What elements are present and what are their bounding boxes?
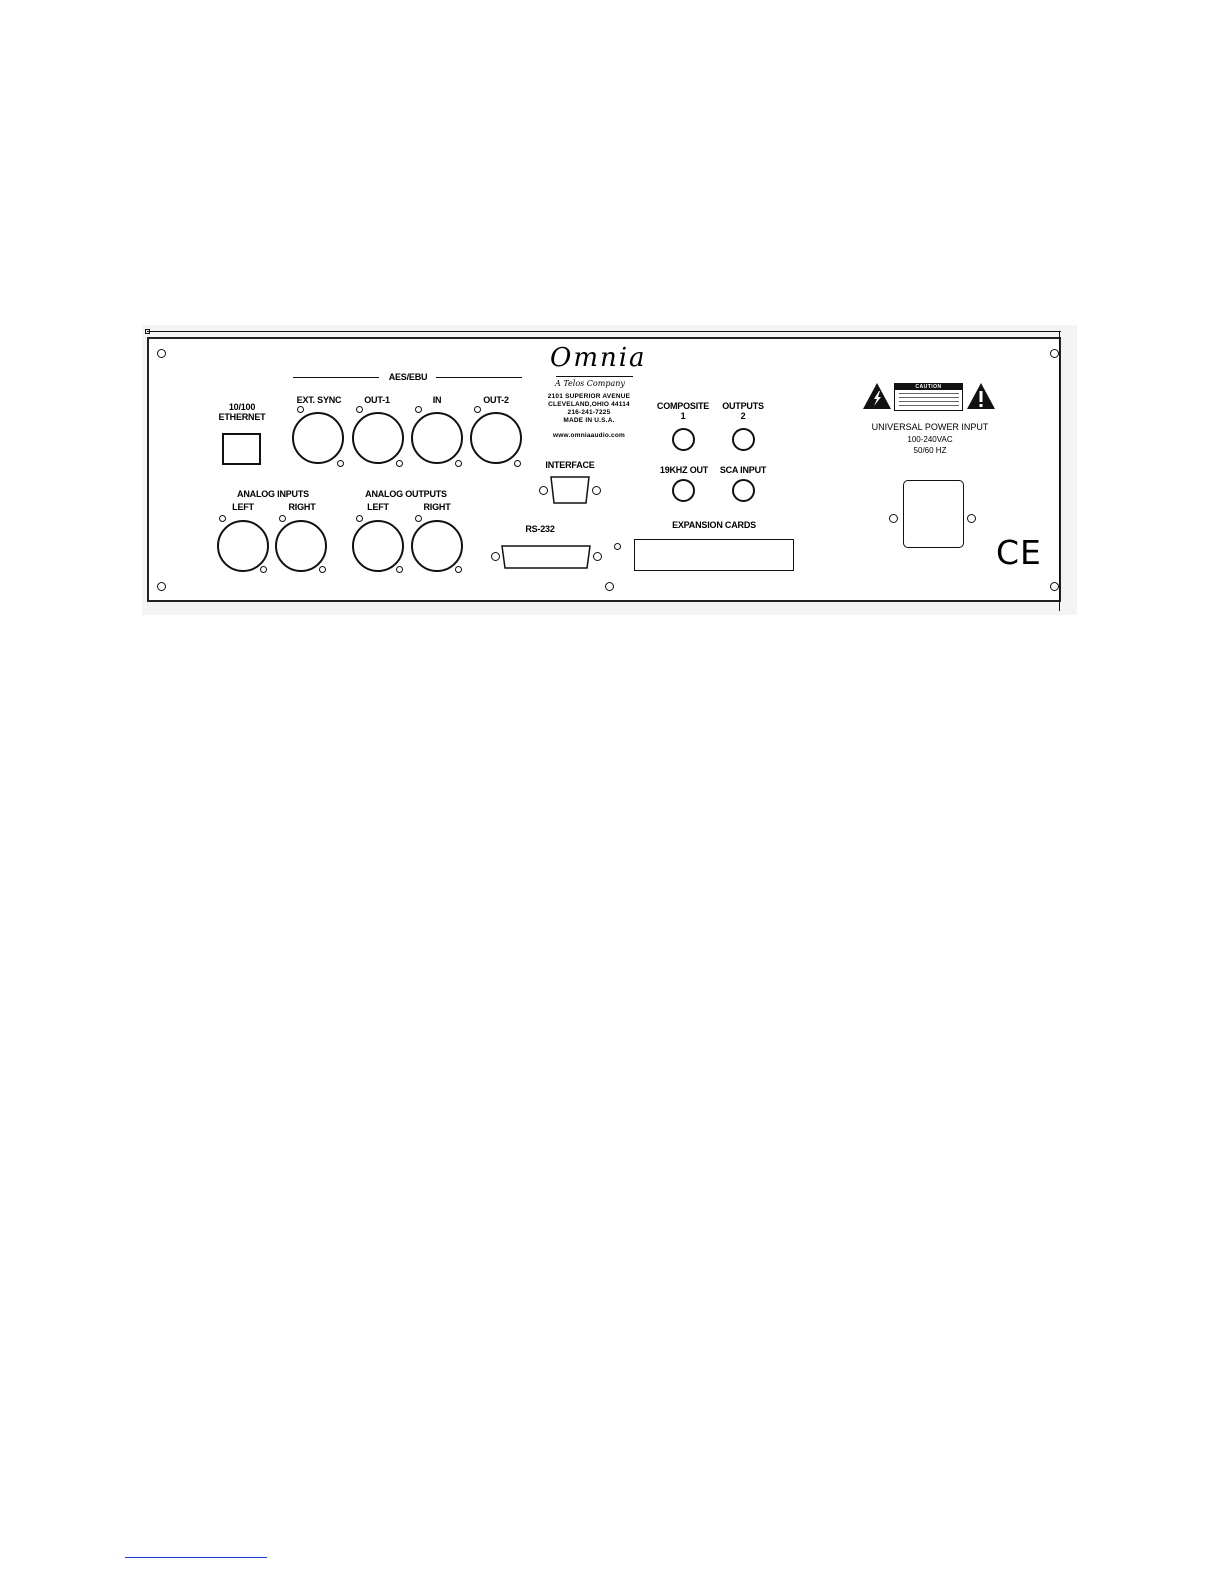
aes-in-label: IN	[432, 395, 442, 405]
interface-connector[interactable]	[550, 476, 590, 504]
analog-input-right-label: RIGHT	[288, 502, 316, 512]
analog-output-left-label: LEFT	[367, 502, 389, 512]
address-line: CLEVELAND,OHIO 44114	[548, 401, 630, 408]
caution-text-line	[899, 397, 959, 398]
aes-ebu-rule	[293, 377, 379, 378]
connector-screw	[491, 552, 500, 561]
connector-latch-hole	[455, 460, 462, 467]
sca-input-connector[interactable]	[732, 479, 755, 502]
power-inlet[interactable]	[903, 480, 964, 548]
composite-1-label: 1	[680, 411, 686, 421]
connector-latch-hole	[415, 515, 422, 522]
connector-latch-hole	[356, 515, 363, 522]
mounting-screw	[605, 582, 614, 591]
aes-ebu-header: AES/EBU	[388, 372, 428, 382]
mounting-screw	[1050, 582, 1059, 591]
connector-screw	[539, 486, 548, 495]
analog-input-left-connector[interactable]	[217, 520, 269, 572]
universal-power-label: UNIVERSAL POWER INPUT	[871, 422, 989, 432]
connector-latch-hole	[474, 406, 481, 413]
power-inlet-screw	[967, 514, 976, 523]
connector-latch-hole	[297, 406, 304, 413]
aes-out2-connector[interactable]	[470, 412, 522, 464]
analog-output-right-connector[interactable]	[411, 520, 463, 572]
connector-latch-hole	[396, 460, 403, 467]
expansion-card-slot[interactable]	[634, 539, 794, 571]
ethernet-label: 10/100	[228, 402, 256, 412]
connector-latch-hole	[396, 566, 403, 573]
ground-hole	[614, 543, 621, 550]
caution-text-line	[899, 393, 959, 394]
rail-line	[147, 331, 1061, 332]
sca-input-label: SCA INPUT	[719, 465, 767, 475]
composite-output-2-connector[interactable]	[732, 428, 755, 451]
ethernet-label: ETHERNET	[218, 412, 266, 422]
ethernet-port[interactable]	[222, 433, 261, 465]
mounting-screw	[1050, 349, 1059, 358]
brand-name: Omnia	[550, 343, 647, 373]
connector-screw	[592, 486, 601, 495]
logo-tagline: A Telos Company	[555, 379, 625, 388]
interface-label: INTERFACE	[545, 460, 595, 470]
aes-out1-connector[interactable]	[352, 412, 404, 464]
caution-label	[894, 383, 963, 411]
analog-inputs-label: ANALOG INPUTS	[237, 489, 309, 499]
website-label: www.omniaaudio.com	[553, 432, 625, 439]
connector-latch-hole	[415, 406, 422, 413]
logo-underline	[556, 376, 633, 377]
analog-output-left-connector[interactable]	[352, 520, 404, 572]
aes-out2-label: OUT-2	[483, 395, 509, 405]
aes-out1-label: OUT-1	[364, 395, 390, 405]
connector-latch-hole	[514, 460, 521, 467]
caution-text-line	[899, 401, 959, 402]
connector-latch-hole	[279, 515, 286, 522]
analog-outputs-label: ANALOG OUTPUTS	[365, 489, 447, 499]
corner-marker	[145, 329, 150, 334]
aes-ext-sync-connector[interactable]	[292, 412, 344, 464]
mounting-screw	[157, 349, 166, 358]
caution-title: CAUTION	[895, 384, 962, 390]
connector-latch-hole	[356, 406, 363, 413]
rs232-connector[interactable]	[501, 545, 591, 569]
connector-latch-hole	[337, 460, 344, 467]
analog-output-right-label: RIGHT	[423, 502, 451, 512]
phone-number: 216-241-7225	[567, 409, 611, 416]
connector-screw	[593, 552, 602, 561]
connector-latch-hole	[455, 566, 462, 573]
outputs-label: OUTPUTS	[722, 401, 764, 411]
expansion-cards-label: EXPANSION CARDS	[672, 520, 756, 530]
aes-in-connector[interactable]	[411, 412, 463, 464]
rs232-label: RS-232	[525, 524, 555, 534]
voltage-label: 100-240VAC	[907, 435, 953, 444]
electric-shock-warning-icon	[862, 382, 892, 410]
connector-latch-hole	[260, 566, 267, 573]
frequency-label: 50/60 HZ	[913, 446, 947, 455]
connector-latch-hole	[219, 515, 226, 522]
omnia-logo	[550, 343, 647, 373]
19khz-out-connector[interactable]	[672, 479, 695, 502]
19khz-out-label: 19KHZ OUT	[659, 465, 709, 475]
footer-link-underline[interactable]	[125, 1557, 267, 1558]
analog-input-right-connector[interactable]	[275, 520, 327, 572]
mounting-screw	[157, 582, 166, 591]
made-in-label: MADE IN U.S.A.	[563, 417, 615, 424]
outputs-2-label: 2	[740, 411, 746, 421]
connector-latch-hole	[319, 566, 326, 573]
aes-ebu-rule	[436, 377, 522, 378]
address-line: 2101 SUPERIOR AVENUE	[547, 393, 631, 400]
caution-text-line	[899, 405, 959, 406]
right-edge-line	[1059, 331, 1060, 611]
analog-input-left-label: LEFT	[232, 502, 254, 512]
exclamation-warning-icon	[966, 382, 996, 410]
composite-label: COMPOSITE	[656, 401, 710, 411]
ce-mark: CE	[996, 533, 1042, 572]
composite-output-1-connector[interactable]	[672, 428, 695, 451]
aes-ext-sync-label: EXT. SYNC	[296, 395, 342, 405]
power-inlet-screw	[889, 514, 898, 523]
